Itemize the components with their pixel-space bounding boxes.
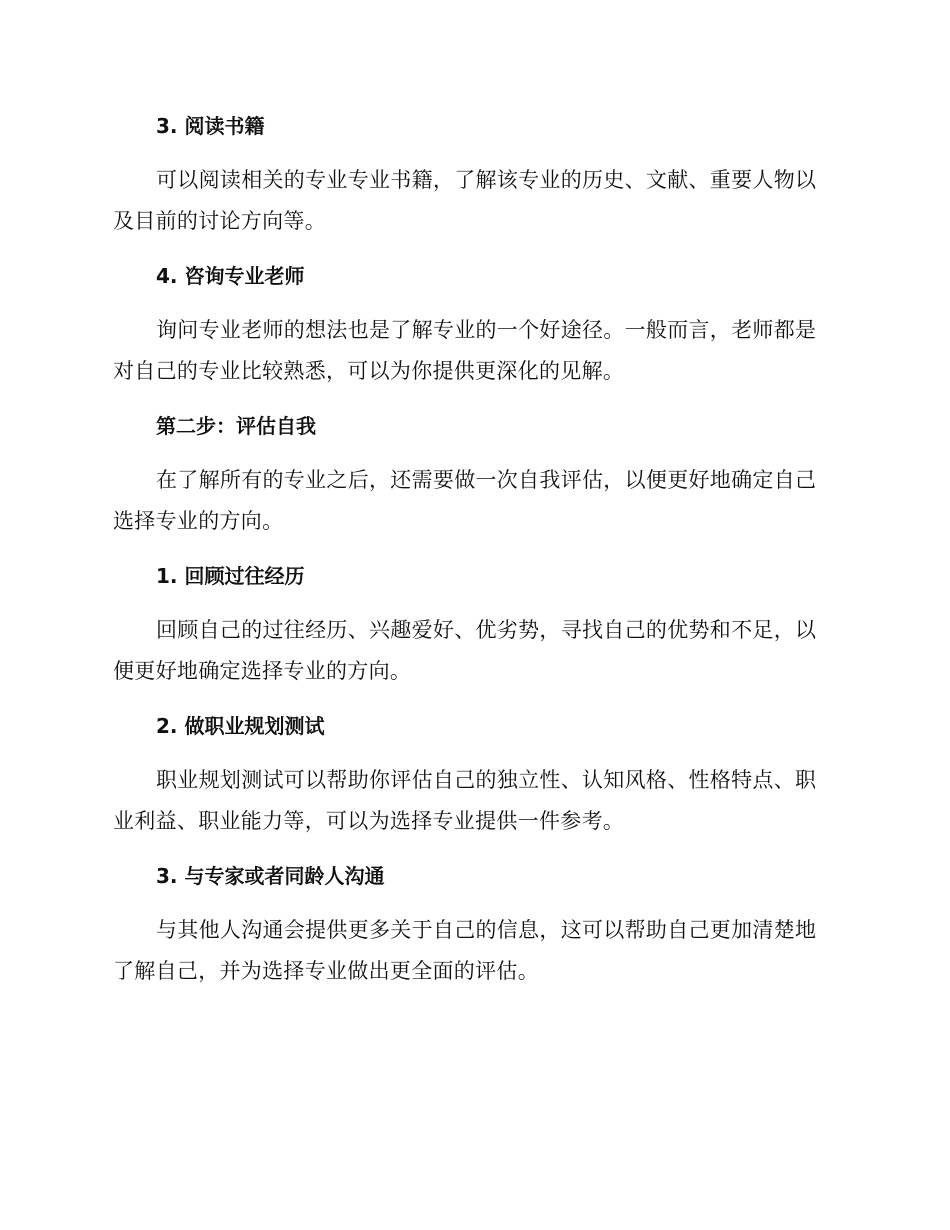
section-body-consult-teacher: 询问专业老师的想法也是了解专业的一个好途径。一般而言，老师都是对自己的专业比较熟悉，可以为你提供更深化的见解。 (113, 318, 817, 383)
section-body-communicate: 与其他人沟通会提供更多关于自己的信息，这可以帮助自己更加清楚地了解自己，并为选择专业做出更全面的评估。 (113, 918, 817, 983)
section-heading-review-experience: 1. 回顾过往经历 (156, 564, 305, 588)
section-body-read-books: 可以阅读相关的专业专业书籍，了解该专业的历史、文献、重要人物以及目前的讨论方向等。 (113, 168, 817, 233)
section-body-self-assessment: 在了解所有的专业之后，还需要做一次自我评估，以便更好地确定自己选择专业的方向。 (113, 468, 817, 533)
section-body-career-test: 职业规划测试可以帮助你评估自己的独立性、认知风格、性格特点、职业利益、职业能力等，可以为选择专业提供一件参考。 (113, 768, 817, 833)
section-heading-read-books: 3. 阅读书籍 (156, 114, 265, 138)
document-page (113, 108, 833, 1008)
section-heading-consult-teacher: 4. 咨询专业老师 (156, 264, 305, 288)
section-heading-self-assessment: 第二步：评估自我 (156, 414, 316, 438)
section-body-review-experience: 回顾自己的过往经历、兴趣爱好、优劣势，寻找自己的优势和不足，以便更好地确定选择专业的方向。 (113, 618, 817, 683)
section-heading-career-test: 2. 做职业规划测试 (156, 714, 325, 738)
section-heading-communicate: 3. 与专家或者同龄人沟通 (156, 864, 385, 888)
